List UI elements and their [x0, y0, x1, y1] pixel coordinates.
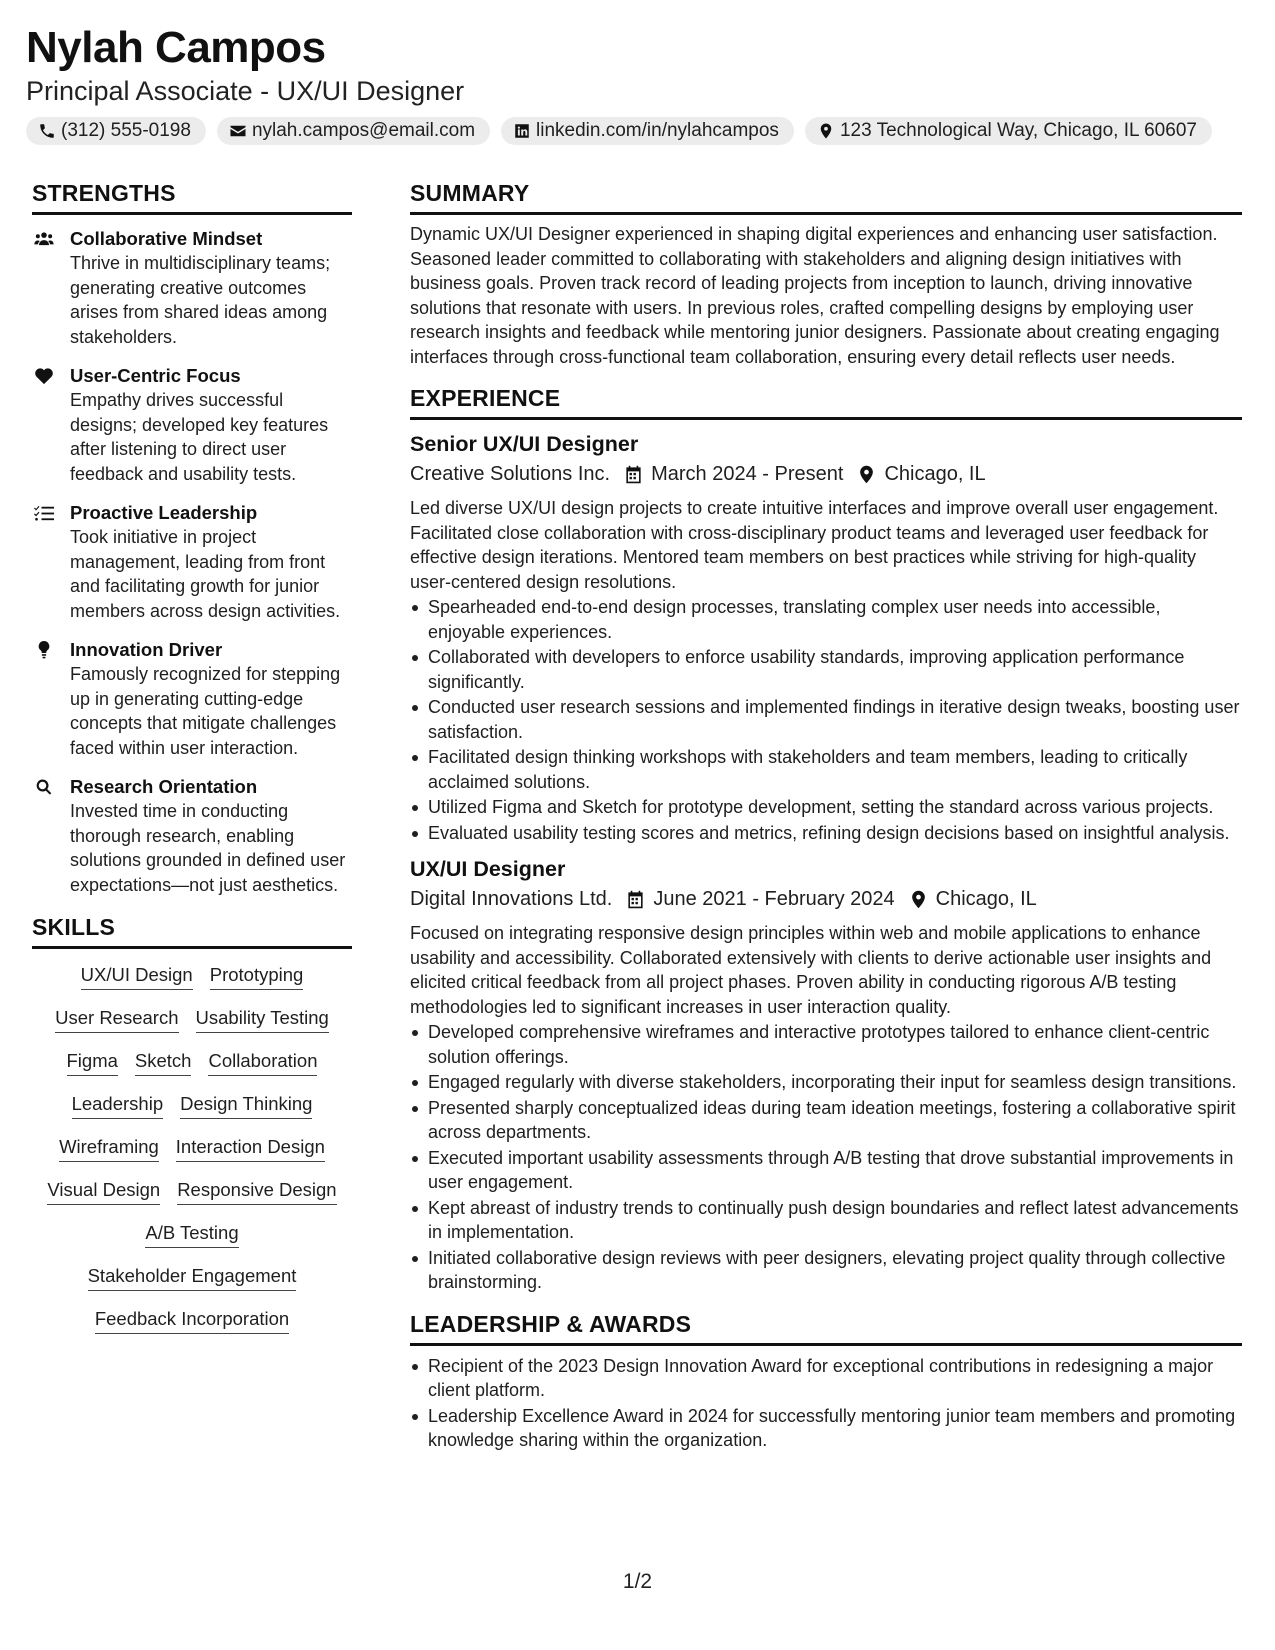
heart-icon [34, 367, 54, 385]
experience-heading: EXPERIENCE [410, 383, 1242, 420]
strength-description: Famously recognized for stepping up in generating cutting-edge concepts that mitigate challenges faced within user interaction. [70, 664, 341, 758]
skill-tag: Responsive Design [177, 1178, 336, 1205]
candidate-title: Principal Associate - UX/UI Designer [26, 76, 465, 106]
list-check-icon [34, 504, 54, 522]
strength-title: User-Centric Focus [70, 365, 241, 386]
bullet-item: Initiated collaborative design reviews with peer designers, elevating project quality through collective brainstorming. [410, 1246, 1242, 1295]
contact-email-text: nylah.campos@email.com [251, 120, 476, 141]
strength-item [32, 364, 352, 486]
bullet-item: Engaged regularly with diverse stakeholders, incorporating their input for seamless design transitions. [410, 1070, 1242, 1095]
bullet-item: Spearheaded end-to-end design processes, translating complex user needs into accessible, enjoyable experiences. [410, 595, 1242, 644]
job-company: Digital Innovations Ltd. [410, 888, 613, 910]
awards-section [410, 1309, 1242, 1453]
strengths-section [32, 178, 352, 897]
strength-description: Took initiative in project management, leading from front and facilitating growth for junior members across design activities. [70, 527, 341, 621]
strength-item [32, 775, 352, 897]
strength-title: Proactive Leadership [70, 502, 258, 523]
skills-row [145, 1221, 238, 1248]
bullet-item: Evaluated usability testing scores and metrics, refining design decisions based on insightful analysis. [410, 821, 1242, 846]
skills-row [95, 1307, 289, 1334]
bullet-item: Utilized Figma and Sketch for prototype development, setting the standard across various projects. [410, 795, 1242, 820]
skill-tag: Feedback Incorporation [95, 1307, 289, 1334]
job-entry [410, 855, 1242, 1295]
contact-linkedin[interactable] [501, 117, 794, 145]
job-bullets [410, 595, 1242, 845]
job-dates: March 2024 - Present [651, 463, 844, 485]
experience-section [410, 383, 1242, 1295]
bullet-item: Executed important usability assessments through A/B testing that drove substantial improvements in user engagement. [410, 1146, 1242, 1195]
skill-tag: Design Thinking [180, 1092, 312, 1119]
right-column [410, 178, 1242, 1454]
skill-tag: Interaction Design [176, 1135, 325, 1162]
skill-tag: Figma [67, 1049, 118, 1076]
skills-row [67, 1049, 318, 1076]
map-pin-icon [817, 122, 835, 140]
skills-row [88, 1264, 297, 1291]
skills-section [32, 912, 352, 1334]
job-description: Led diverse UX/UI design projects to create intuitive interfaces and improve overall user engagement. Facilitated close collaboration with cross-disciplinary product teams and leveraged user feedback for effective design iterations. Mentored team members on best practices while striving for high-quality user-centered design resolutions. [410, 498, 1219, 592]
job-entry [410, 430, 1242, 845]
contact-bar [26, 117, 1249, 145]
users-icon [34, 230, 54, 248]
bullet-item: Facilitated design thinking workshops with stakeholders and team members, leading to critically acclaimed solutions. [410, 745, 1242, 794]
job-location: Chicago, IL [935, 888, 1037, 910]
contact-email[interactable] [217, 117, 490, 145]
contact-linkedin-text: linkedin.com/in/nylahcampos [536, 120, 779, 141]
skills-row [81, 963, 304, 990]
job-title: UX/UI Designer [410, 857, 566, 881]
awards-heading: LEADERSHIP & AWARDS [410, 1309, 1242, 1346]
strength-description: Thrive in multidisciplinary teams; generating creative outcomes arises from shared ideas among stakeholders. [70, 253, 331, 347]
skill-tag: UX/UI Design [81, 963, 193, 990]
map-pin-icon [909, 890, 928, 909]
skill-tag: Visual Design [47, 1178, 160, 1205]
phone-icon [38, 122, 56, 140]
strength-title: Innovation Driver [70, 639, 223, 660]
strengths-list [32, 227, 352, 897]
lightbulb-icon [34, 641, 54, 659]
skill-tag: Collaboration [208, 1049, 317, 1076]
award-item: Leadership Excellence Award in 2024 for successfully mentoring junior team members and promoting knowledge sharing within the organization. [410, 1404, 1242, 1453]
resume-header [26, 22, 1249, 145]
strength-description: Empathy drives successful designs; developed key features after listening to direct user feedback and usability tests. [70, 390, 329, 484]
job-title: Senior UX/UI Designer [410, 432, 639, 456]
strength-item [32, 227, 352, 349]
skill-tag: A/B Testing [145, 1221, 238, 1248]
skills-heading: SKILLS [32, 912, 352, 949]
job-bullets [410, 1020, 1242, 1295]
contact-phone-text: (312) 555-0198 [61, 120, 191, 141]
skills-row [55, 1006, 329, 1033]
skill-tag: User Research [55, 1006, 178, 1033]
job-meta [410, 460, 1242, 488]
skills-row [59, 1135, 325, 1162]
summary-section [410, 178, 1242, 369]
skills-row [47, 1178, 336, 1205]
job-company: Creative Solutions Inc. [410, 463, 611, 485]
skill-tag: Prototyping [210, 963, 304, 990]
skill-tag: Leadership [72, 1092, 164, 1119]
calendar-icon [626, 890, 645, 909]
skills-row [72, 1092, 313, 1119]
awards-list [410, 1354, 1242, 1453]
strength-item [32, 501, 352, 623]
strength-title: Collaborative Mindset [70, 228, 263, 249]
envelope-icon [229, 122, 247, 140]
job-dates: June 2021 - February 2024 [653, 888, 895, 910]
award-item: Recipient of the 2023 Design Innovation Award for exceptional contributions in redesigning a major client platform. [410, 1354, 1242, 1403]
strength-title: Research Orientation [70, 776, 258, 797]
contact-address [805, 117, 1212, 145]
bullet-item: Kept abreast of industry trends to continually push design boundaries and reflect latest advancements in implementation. [410, 1196, 1242, 1245]
job-description: Focused on integrating responsive design principles within web and mobile applications to enhance usability and accessibility. Collaborated extensively with clients to derive actionable user insights and elicited critical feedback from all project phases. Proven ability in conducting rigorous A/B testing methodologies led to significant increases in user interaction quality. [410, 923, 1212, 1017]
summary-heading: SUMMARY [410, 178, 1242, 215]
job-meta [410, 885, 1242, 913]
bullet-item: Conducted user research sessions and implemented findings in iterative design tweaks, boosting user satisfaction. [410, 695, 1242, 744]
contact-phone[interactable] [26, 117, 206, 145]
page-number: 1/2 [622, 1570, 653, 1593]
skill-tag: Sketch [135, 1049, 192, 1076]
linkedin-icon [513, 122, 531, 140]
strength-item [32, 638, 352, 760]
calendar-icon [624, 465, 643, 484]
map-pin-icon [857, 465, 876, 484]
summary-text: Dynamic UX/UI Designer experienced in shaping digital experiences and enhancing user satisfaction. Seasoned leader committed to collaborating with stakeholders and aligning design initiatives with business goals. Proven track record of leading projects from inception to launch, driving innovative solutions that resonate with users. In previous roles, crafted compelling designs by employing user research insights and feedback while mentoring junior designers. Passionate about creating engaging interfaces through cross-functional team collaboration, ensuring every detail reflects user needs. [410, 224, 1220, 367]
strengths-heading: STRENGTHS [32, 178, 352, 215]
skill-tag: Wireframing [59, 1135, 159, 1162]
search-icon [34, 778, 54, 796]
skills-list [32, 963, 352, 1334]
bullet-item: Presented sharply conceptualized ideas during team ideation meetings, fostering a collaborative spirit across departments. [410, 1096, 1242, 1145]
left-column [32, 178, 352, 1334]
bullet-item: Collaborated with developers to enforce usability standards, improving application performance significantly. [410, 645, 1242, 694]
skill-tag: Usability Testing [196, 1006, 329, 1033]
contact-address-text: 123 Technological Way, Chicago, IL 60607 [839, 120, 1197, 141]
skill-tag: Stakeholder Engagement [88, 1264, 297, 1291]
candidate-name: Nylah Campos [26, 23, 326, 72]
strength-description: Invested time in conducting thorough research, enabling solutions grounded in defined user expectations—not just aesthetics. [70, 801, 346, 895]
job-location: Chicago, IL [884, 463, 986, 485]
bullet-item: Developed comprehensive wireframes and interactive prototypes tailored to enhance client-centric solution offerings. [410, 1020, 1242, 1069]
